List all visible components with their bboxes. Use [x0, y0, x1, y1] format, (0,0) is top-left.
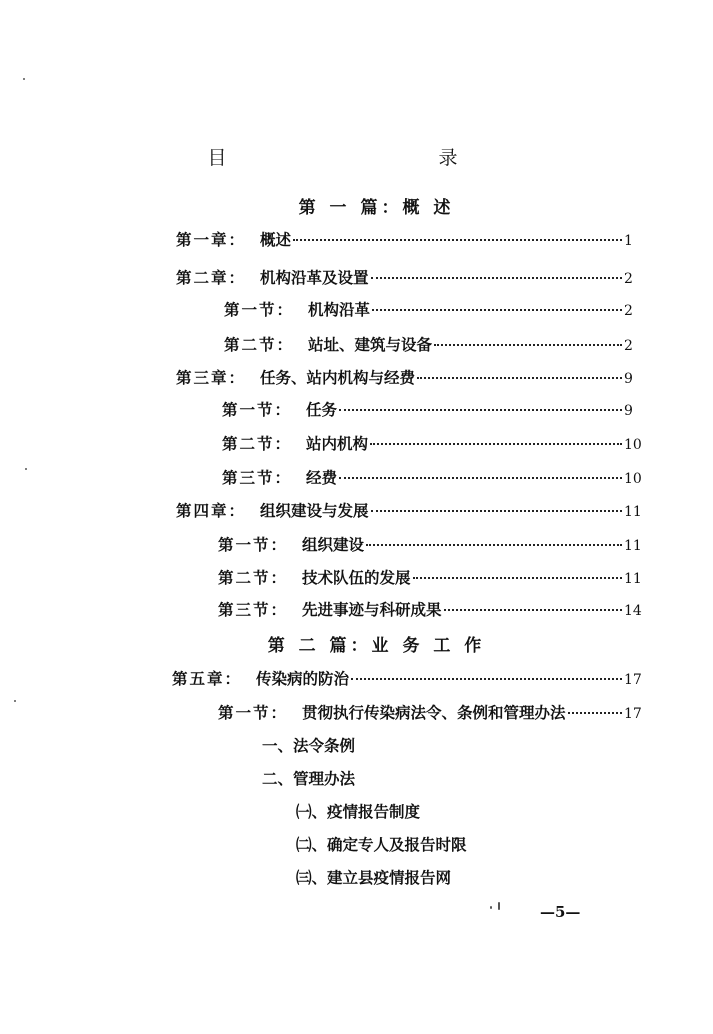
scan-speck: [23, 78, 25, 80]
entry-page: 11: [624, 504, 642, 520]
dot-leader: [339, 477, 622, 479]
entry-page: 10: [624, 437, 642, 453]
entry-page: 1: [624, 233, 633, 249]
toc-entry-section-3-3: [222, 466, 646, 488]
toc-entry-chapter-2: [176, 266, 646, 288]
toc-title: 目 录: [207, 147, 516, 169]
entry-label: 第四章：: [176, 501, 247, 520]
entry-text: 概述: [260, 230, 292, 249]
entry-label: 第二节：: [222, 434, 293, 453]
dot-leader: [371, 510, 622, 512]
entry-page: 9: [624, 371, 633, 387]
dot-leader: [366, 544, 622, 546]
scan-speck: [14, 700, 16, 702]
entry-page: 11: [624, 571, 642, 587]
entry-text: 站内机构: [306, 434, 369, 453]
toc-entry-section-5-1: [218, 701, 646, 723]
entry-text: 传染病的防治: [256, 669, 350, 688]
entry-page: 2: [624, 338, 633, 354]
dot-leader: [293, 239, 622, 241]
entry-page: 10: [624, 471, 642, 487]
scan-speck: [490, 906, 492, 909]
part-2-heading: 第 二 篇：业 务 工 作: [267, 636, 486, 656]
entry-label: 第三节：: [218, 600, 289, 619]
toc-entry-section-3-1: [222, 398, 646, 420]
entry-text: 贯彻执行传染病法令、条例和管理办法: [302, 703, 566, 722]
dot-leader: [370, 443, 622, 445]
toc-entry-section-2-2: [224, 333, 646, 355]
entry-label: 第一节：: [218, 535, 289, 554]
dot-leader: [371, 277, 622, 279]
dot-leader: [417, 377, 622, 379]
toc-entry-chapter-3: [176, 366, 646, 388]
entry-page: 2: [624, 303, 633, 319]
toc-entry-section-3-2: [222, 432, 646, 454]
entry-label: 第三节：: [222, 468, 293, 487]
entry-page: 14: [624, 603, 642, 619]
subitem-county-network: ㈢、建立县疫情报告网: [296, 868, 452, 887]
scan-speck: [25, 468, 27, 470]
entry-label: 第二章：: [176, 268, 247, 287]
entry-text: 组织建设: [302, 535, 365, 554]
entry-label: 第一节：: [224, 300, 295, 319]
dot-leader: [339, 409, 622, 411]
subitem-report-system: ㈠、疫情报告制度: [296, 802, 421, 821]
entry-text: 组织建设与发展: [260, 501, 369, 520]
subitem-designated-staff: ㈡、确定专人及报告时限: [296, 835, 467, 854]
subitem-management: 二、管理办法: [262, 769, 356, 788]
toc-entry-chapter-5: [172, 667, 646, 689]
entry-page: 11: [624, 538, 642, 554]
entry-text: 机构沿革: [308, 300, 371, 319]
entry-text: 机构沿革及设置: [260, 268, 369, 287]
toc-entry-section-4-1: [218, 533, 646, 555]
entry-text: 任务: [306, 400, 338, 419]
toc-entry-section-4-3: [218, 598, 646, 620]
entry-text: 站址、建筑与设备: [308, 335, 433, 354]
dot-leader: [434, 344, 622, 346]
scan-speck: [498, 902, 500, 910]
entry-text: 先进事迹与科研成果: [302, 600, 442, 619]
dot-leader: [444, 609, 622, 611]
entry-text: 任务、站内机构与经费: [260, 368, 416, 387]
toc-entry-chapter-1: [176, 228, 646, 250]
entry-page: 17: [624, 706, 642, 722]
entry-text: 经费: [306, 468, 338, 487]
entry-label: 第一节：: [218, 703, 289, 722]
dot-leader: [351, 678, 622, 680]
toc-entry-section-2-1: [224, 298, 646, 320]
toc-entry-section-4-2: [218, 566, 646, 588]
entry-label: 第一章：: [176, 230, 247, 249]
entry-label: 第三章：: [176, 368, 247, 387]
dot-leader: [413, 577, 622, 579]
entry-text: 技术队伍的发展: [302, 568, 411, 587]
entry-page: 2: [624, 271, 633, 287]
entry-page: 17: [624, 672, 642, 688]
entry-page: 9: [624, 403, 633, 419]
entry-label: 第一节：: [222, 400, 293, 419]
entry-label: 第二节：: [224, 335, 295, 354]
dot-leader: [372, 309, 622, 311]
part-1-heading: 第 一 篇：概 述: [298, 198, 455, 218]
subitem-decrees: 一、法令条例: [262, 736, 356, 755]
dot-leader: [568, 712, 622, 714]
entry-label: 第二节：: [218, 568, 289, 587]
entry-label: 第五章：: [172, 669, 243, 688]
page-number: —5—: [540, 903, 581, 921]
toc-entry-chapter-4: [176, 499, 646, 521]
